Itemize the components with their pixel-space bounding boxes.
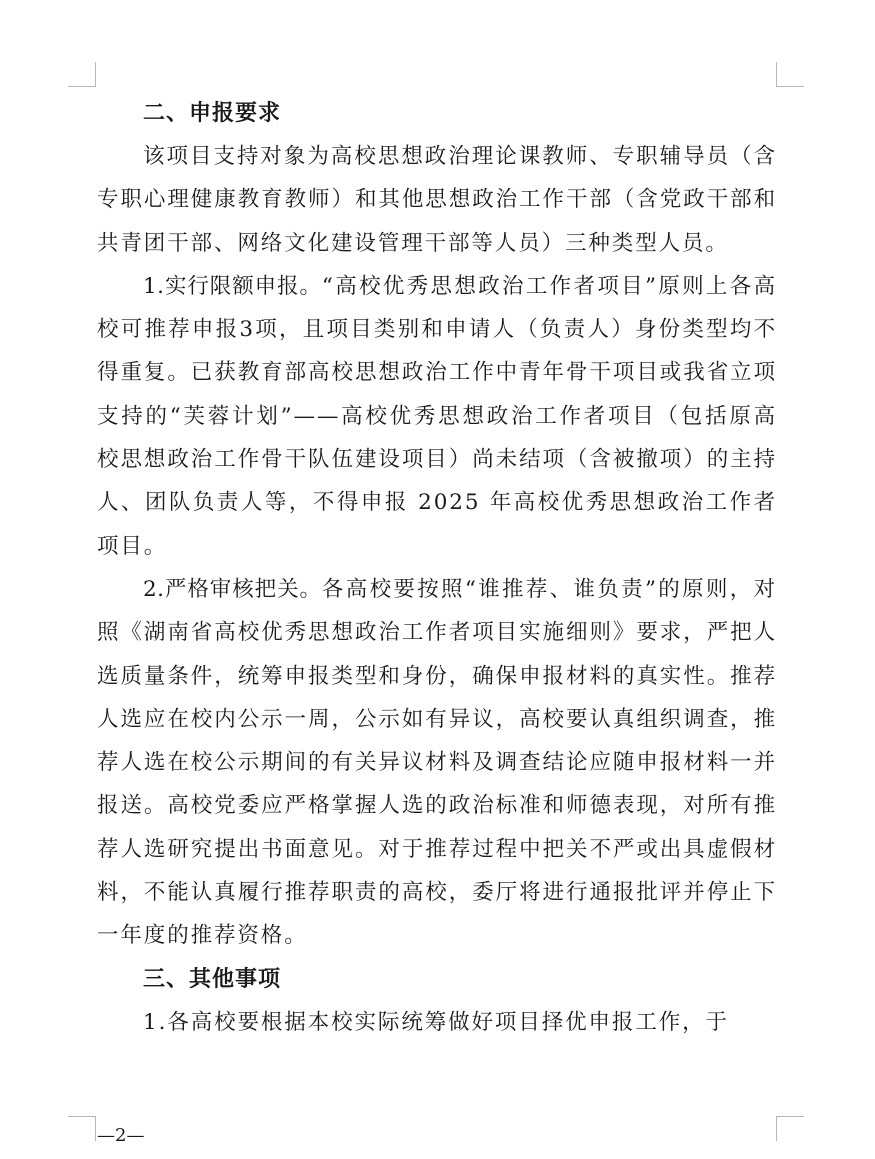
item-2-body: 各高校要按照“谁推荐、谁负责”的原则，对照《湖南省高校优秀思想政治工作者项目实施细则》要求，严把人选质量条件，统筹申报类型和身份，确保申报材料的真实性。推荐人选应在校内公示一周，公示如有异议，高校要认真组织调查，推荐人选在校公示期间的有关异议材料及调查结论应随申报材料一并报送。高校党委应严格掌握人选的政治标准和师德表现，对所有推荐人选研究提出书面意见。对于推荐过程中把关不严或出具虚假材料，不能认真履行推荐职责的高校，委厅将进行通报批评并停止下一年度的推荐资格。 — [97, 576, 777, 949]
crop-mark-bottom-left — [68, 1116, 96, 1141]
item-1-body: “高校优秀思想政治工作者项目”原则上各高校可推荐申报3项，且项目类别和申请人（负责人）身份类型均不得重复。已获教育部高校思想政治工作中青年骨干项目或我省立项支持的“芙蓉计划”——高校优秀思想政治工作者项目（包括原高校思想政治工作骨干队伍建设项目）尚未结项（含被撤项）的主持人、团队负责人等，不得申报 2025 年高校优秀思想政治工作者项目。 — [97, 273, 777, 559]
crop-mark-bottom-right — [776, 1116, 804, 1141]
document-body — [97, 92, 777, 1044]
crop-mark-top-right — [776, 62, 804, 87]
requirements-intro-paragraph: 该项目支持对象为高校思想政治理论课教师、专职辅导员（含专职心理健康教育教师）和其他思想政治工作干部（含党政干部和共青团干部、网络文化建设管理干部等人员）三种类型人员。 — [97, 144, 777, 256]
page-number: —2— — [97, 1125, 145, 1146]
item-2-paragraph — [97, 568, 777, 958]
section-heading-requirements: 二、申报要求 — [143, 101, 282, 126]
section-heading-other: 三、其他事项 — [143, 966, 282, 992]
other-item-1-paragraph: 1.各高校要根据本校实际统筹做好项目择优申报工作，于 — [143, 1009, 729, 1035]
item-1-lead: 1.实行限额申报。 — [143, 273, 322, 299]
crop-mark-top-left — [68, 62, 96, 87]
item-1-paragraph — [97, 265, 777, 568]
item-2-lead: 2.严格审核把关。 — [143, 576, 322, 602]
